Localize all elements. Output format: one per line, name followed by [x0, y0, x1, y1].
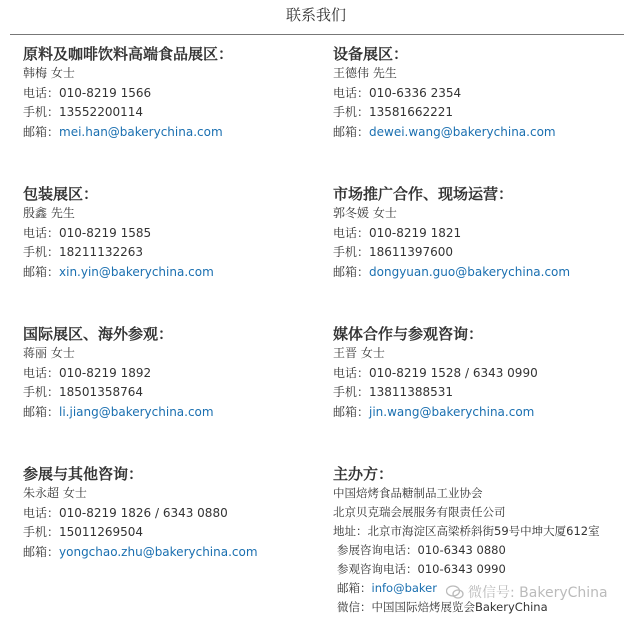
email-link[interactable]: xin.yin@bakerychina.com [59, 264, 214, 279]
address-value: 北京市海淀区高梁桥斜街59号中坤大厦612室 [367, 524, 600, 538]
email-row [23, 263, 323, 283]
phone-row [23, 504, 323, 524]
mobile-label: 手机： [333, 385, 370, 399]
phone-value: 010-8219 1892 [59, 365, 152, 380]
contact-person: 朱永超 女士 [23, 486, 87, 500]
contact-person: 郭冬媛 女士 [333, 206, 397, 220]
mobile-row [333, 383, 632, 403]
mobile-value: 18501358764 [59, 385, 143, 399]
email-label: 邮箱： [23, 124, 60, 139]
mobile-value: 15011269504 [59, 525, 143, 539]
wechat-value: 中国国际焙烤展览会BakeryChina [371, 600, 548, 614]
phone-label: 电话： [23, 505, 60, 520]
contact-block-exhibit [23, 464, 323, 562]
email-row [23, 403, 323, 423]
organizer-org2: 北京贝克瑞会展服务有限责任公司 [333, 505, 506, 519]
phone-label: 电话： [23, 225, 60, 240]
phone-value: 010-8219 1528 / 6343 0990 [369, 365, 538, 380]
email-row [333, 263, 632, 283]
mobile-row [23, 103, 323, 123]
email-row [333, 123, 632, 143]
email-label: 邮箱： [333, 264, 370, 279]
contact-block-packaging [23, 184, 323, 282]
section-heading: 原料及咖啡饮料高端食品展区： [23, 45, 234, 63]
email-label: 邮箱： [337, 581, 372, 595]
exhibit-phone-value: 010-6343 0880 [417, 543, 506, 557]
watermark-text: 微信号: BakeryChina [468, 585, 608, 601]
section-heading: 主办方： [333, 465, 394, 483]
wechat-icon [446, 585, 464, 599]
mobile-label: 手机： [23, 525, 60, 539]
phone-row [333, 224, 632, 244]
contact-person: 韩梅 女士 [23, 66, 75, 80]
page-title: 联系我们 [285, 6, 346, 24]
contact-block-media [333, 324, 632, 422]
email-label: 邮箱： [23, 264, 60, 279]
phone-label: 电话： [333, 365, 370, 380]
contact-person: 王晋 女士 [333, 346, 385, 360]
mobile-row [23, 383, 323, 403]
phone-value: 010-6336 2354 [369, 85, 462, 100]
organizer-org1: 中国焙烤食品糖制品工业协会 [333, 486, 483, 500]
phone-label: 电话： [333, 85, 370, 100]
phone-value: 010-8219 1566 [59, 85, 152, 100]
section-heading: 媒体合作与参观咨询： [333, 325, 484, 343]
contact-block-international [23, 324, 323, 422]
exhibit-phone-label: 参展咨询电话： [337, 543, 418, 557]
visit-phone-label: 参观咨询电话： [337, 562, 418, 576]
mobile-value: 18211132263 [59, 245, 143, 259]
email-link[interactable]: dongyuan.guo@bakerychina.com [369, 264, 571, 279]
address-row [333, 522, 632, 541]
mobile-row [333, 103, 632, 123]
phone-value: 010-8219 1826 / 6343 0880 [59, 505, 228, 520]
email-label: 邮箱： [333, 124, 370, 139]
wechat-label: 微信： [337, 600, 372, 614]
phone-value: 010-8219 1585 [59, 225, 152, 240]
address-label: 地址： [333, 524, 368, 538]
contact-person: 殷鑫 先生 [23, 206, 75, 220]
email-label: 邮箱： [333, 404, 370, 419]
contact-block-ingredients [23, 44, 323, 142]
phone-label: 电话： [23, 85, 60, 100]
phone-row [23, 364, 323, 384]
mobile-value: 13581662221 [369, 105, 453, 119]
email-label: 邮箱： [23, 544, 60, 559]
contact-block-marketing [333, 184, 632, 282]
mobile-row [23, 523, 323, 543]
section-heading: 参展与其他咨询： [23, 465, 144, 483]
contact-person: 蒋丽 女士 [23, 346, 75, 360]
section-heading: 国际展区、海外参观： [23, 325, 174, 343]
section-heading: 设备展区： [333, 45, 409, 63]
email-row [23, 123, 323, 143]
section-heading: 包装展区： [23, 185, 99, 203]
email-row [333, 403, 632, 423]
exhibit-phone-row [333, 541, 632, 560]
contact-person: 王德伟 先生 [333, 66, 397, 80]
email-row [23, 543, 323, 563]
mobile-label: 手机： [333, 105, 370, 119]
section-heading: 市场推广合作、现场运营： [333, 185, 514, 203]
email-link[interactable]: li.jiang@bakerychina.com [59, 404, 214, 419]
email-link[interactable]: dewei.wang@bakerychina.com [369, 124, 556, 139]
email-link[interactable]: jin.wang@bakerychina.com [369, 404, 535, 419]
mobile-value: 13552200114 [59, 105, 143, 119]
mobile-row [333, 243, 632, 263]
visit-phone-value: 010-6343 0990 [417, 562, 506, 576]
email-label: 邮箱： [23, 404, 60, 419]
phone-label: 电话： [333, 225, 370, 240]
title-divider [10, 34, 624, 35]
email-link[interactable]: yongchao.zhu@bakerychina.com [59, 544, 258, 559]
email-link[interactable]: mei.han@bakerychina.com [59, 124, 223, 139]
mobile-label: 手机： [23, 385, 60, 399]
phone-label: 电话： [23, 365, 60, 380]
visit-phone-row [333, 560, 632, 579]
mobile-value: 18611397600 [369, 245, 453, 259]
phone-value: 010-8219 1821 [369, 225, 462, 240]
email-link[interactable]: info@baker [371, 581, 437, 595]
phone-row [333, 84, 632, 104]
mobile-value: 13811388531 [369, 385, 453, 399]
mobile-label: 手机： [333, 245, 370, 259]
watermark [446, 582, 608, 602]
phone-row [23, 224, 323, 244]
mobile-label: 手机： [23, 245, 60, 259]
phone-row [333, 364, 632, 384]
mobile-label: 手机： [23, 105, 60, 119]
contact-block-equipment [333, 44, 632, 142]
phone-row [23, 84, 323, 104]
mobile-row [23, 243, 323, 263]
